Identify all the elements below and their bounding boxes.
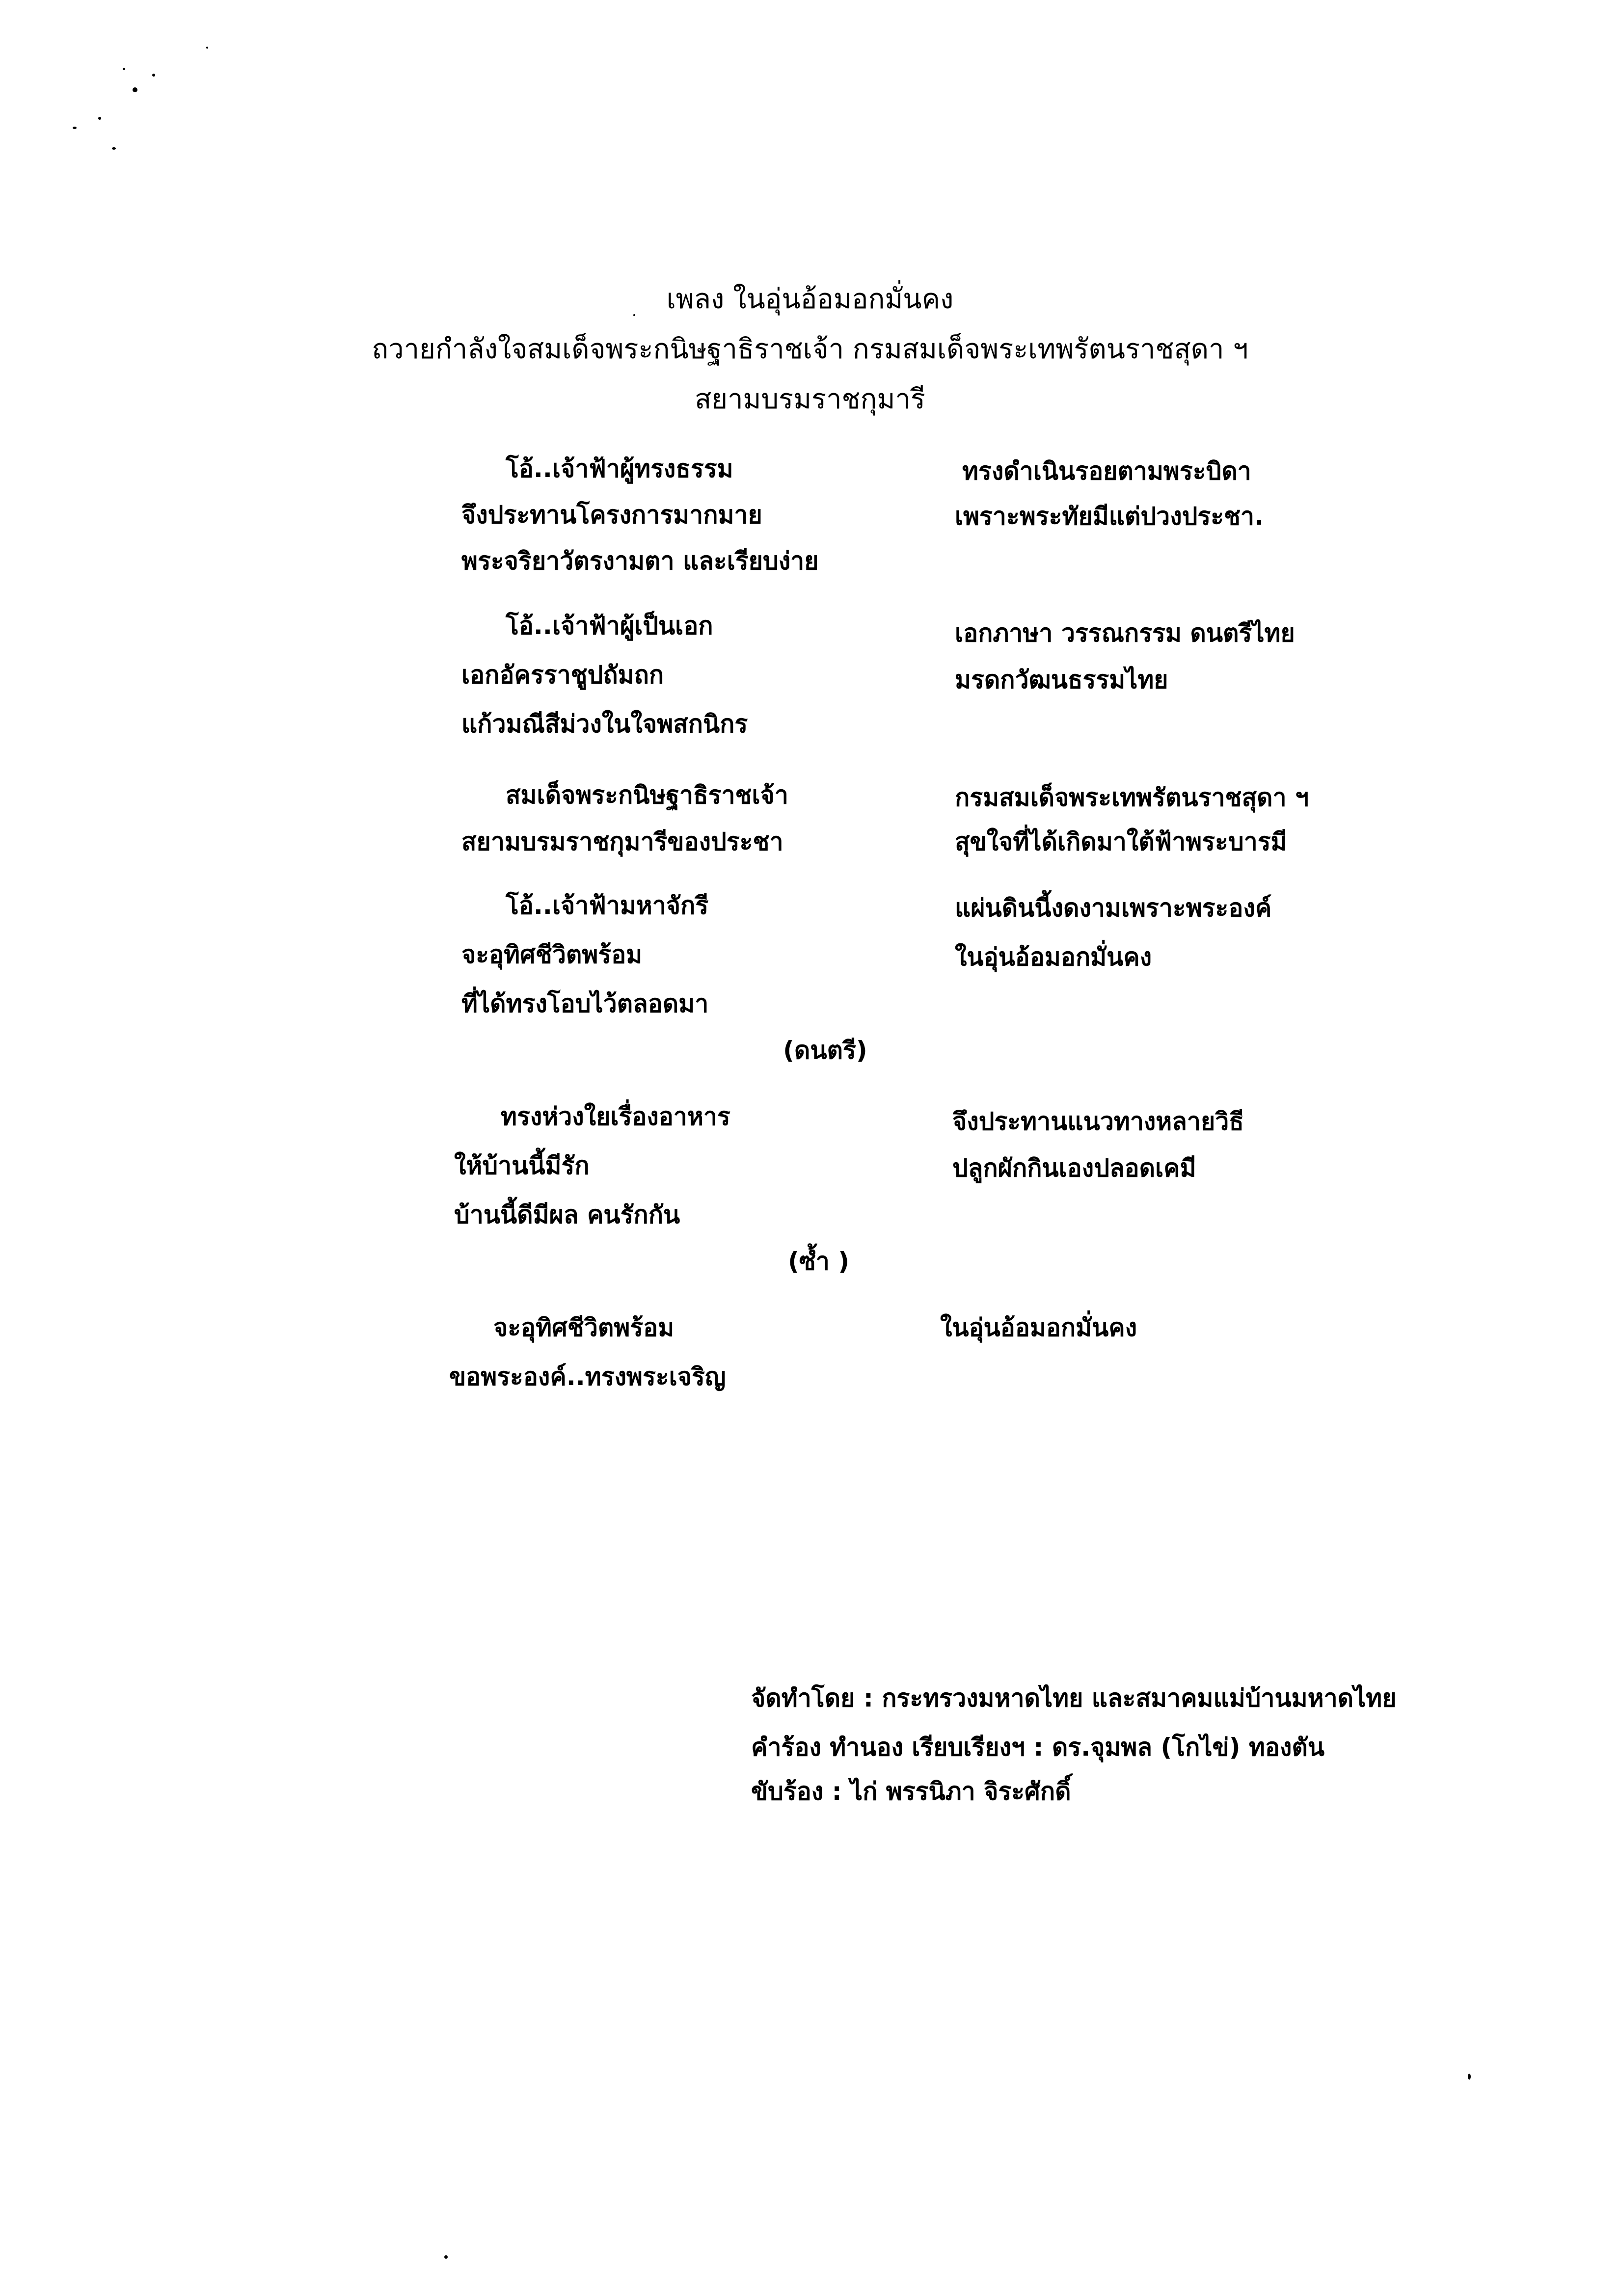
lyric-line: กรมสมเด็จพระเทพรัตนราชสุดา ฯ [955,783,1309,812]
lyric-line: เอกอัครราชูปถัมถก [461,661,664,689]
scan-speck [123,68,125,70]
lyric-line: สมเด็จพระกนิษฐาธิราชเจ้า [506,781,788,809]
lyric-line: บ้านนี้ดีมีผล คนรักกัน [454,1201,680,1229]
song-title: เพลง ในอุ่นอ้อมอกมั่นคง [666,283,954,315]
lyric-line: มรดกวัฒนธรรมไทย [955,666,1168,694]
lyric-line: แก้วมณีสีม่วงในใจพสกนิกร [461,710,748,738]
scan-speck [206,47,208,49]
lyric-line: โอ้..เจ้าฟ้าผู้เป็นเอก [506,612,713,640]
lyric-line: สุขใจที่ได้เกิดมาใต้ฟ้าพระบารมี [955,828,1287,856]
scan-speck [152,74,155,77]
scan-speck [633,314,635,316]
lyric-line: จะอุทิศชีวิตพร้อม [493,1313,675,1342]
lyric-line: จะอุทิศชีวิตพร้อม [461,940,643,969]
scan-speck [98,117,101,120]
lyric-line: พระจริยาวัตรงามตา และเรียบง่าย [461,547,819,575]
lyric-line: ปลูกผักกินเองปลอดเคมี [952,1154,1196,1182]
lyric-line: ขอพระองค์..ทรงพระเจริญ [449,1362,726,1391]
lyric-line: แผ่นดินนี้งดงามเพราะพระองค์ [955,894,1272,922]
scan-speck [444,2255,448,2259]
credit-composer: คำร้อง ทำนอง เรียบเรียงฯ : ดร.จุมพล (โกไข่) ทองตัน [751,1733,1325,1762]
repeat-marker: (ซ้ำ ) [788,1247,850,1276]
scan-speck [133,87,137,92]
lyric-line: โอ้..เจ้าฟ้ามหาจักรี [506,891,709,920]
lyric-line: ที่ได้ทรงโอบไว้ตลอดมา [461,989,709,1018]
credit-producer: จัดทำโดย : กระทรวงมหาดไทย และสมาคมแม่บ้านมหาดไทย [751,1684,1397,1712]
lyric-line: จึงประทานโครงการมากมาย [461,501,762,529]
lyric-line: เพราะพระทัยมีแต่ปวงประชา. [955,502,1264,531]
lyric-line: โอ้..เจ้าฟ้าผู้ทรงธรรม [506,454,733,483]
lyric-line: ทรงห่วงใยเรื่องอาหาร [501,1102,730,1131]
dedication-line-2: สยามบรมราชกุมารี [695,383,925,415]
scan-speck [112,147,116,150]
lyric-line: ในอุ่นอ้อมอกมั่นคง [940,1313,1137,1342]
lyric-line: จึงประทานแนวทางหลายวิธี [952,1107,1244,1136]
lyric-line: ในอุ่นอ้อมอกมั่นคง [955,943,1152,971]
lyric-line: สยามบรมราชกุมารีของประชา [461,828,783,856]
credit-singer: ขับร้อง : ไก่ พรรนิภา จิระศักดิ์ [751,1777,1071,1806]
scan-speck [73,127,77,129]
lyric-line: ทรงดำเนินรอยตามพระบิดา [962,457,1251,485]
scan-speck [1468,2074,1471,2080]
lyric-line: เอกภาษา วรรณกรรม ดนตรีไทย [955,619,1295,647]
music-interlude: (ดนตรี) [783,1036,867,1065]
lyric-line: ให้บ้านนี้มีรัก [454,1151,590,1180]
dedication-line: ถวายกำลังใจสมเด็จพระกนิษฐาธิราชเจ้า กรมสมเด็จพระเทพรัตนราชสุดา ฯ [372,333,1248,365]
